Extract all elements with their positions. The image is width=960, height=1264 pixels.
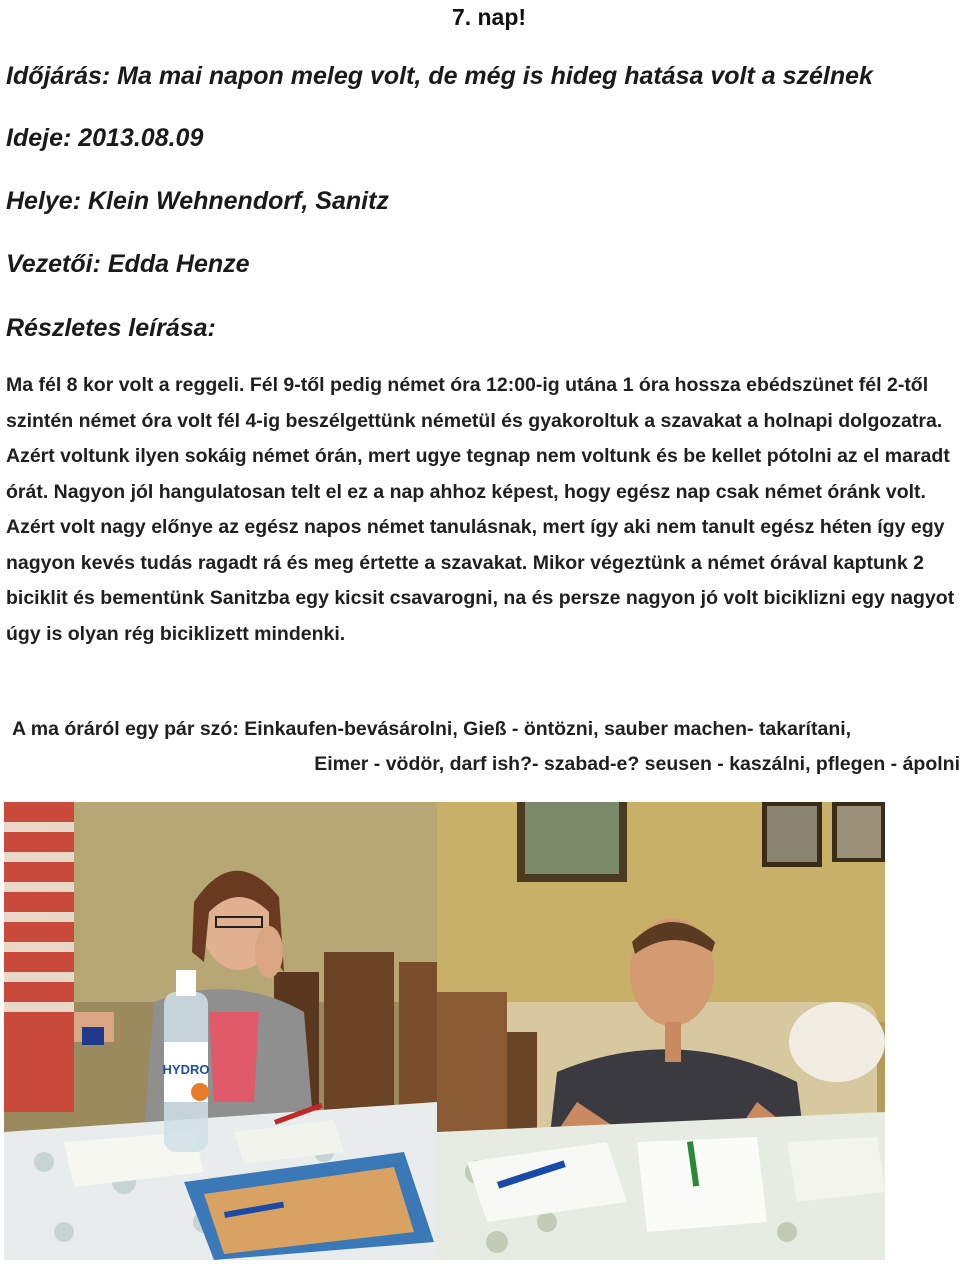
leaders-line: Vezetői: Edda Henze	[6, 250, 250, 278]
photo-boy-studying	[437, 802, 885, 1260]
details-heading: Részletes leírása:	[6, 314, 216, 342]
weather-line: Időjárás: Ma mai napon meleg volt, de még is hideg hatása volt a szélnek	[6, 62, 873, 90]
photo-boy-illustration	[437, 802, 885, 1260]
description-paragraph: Ma fél 8 kor volt a reggeli. Fél 9-től pedig német óra 12:00-ig utána 1 óra hossza ebédszünet fél 2-től szintén német óra volt fél 4-ig beszélgettünk németül és gyakoroltuk a szavakat a holnapi dolgozatra. Azért voltunk ilyen sokáig német órán, mert ugye tegnap nem voltunk és be kellet pótolni az el maradt órát. Nagyon jól hangulatosan telt el ez a nap ahhoz képest, hogy egész nap csak német óránk volt. Azért volt nagy előnye az egész napos német tanulásnak, mert így aki nem tanult egész héten így egy nagyon kevés tudás ragadt rá és meg értette a szavakat. Mikor végeztünk a német órával kaptunk 2 biciklit és bementünk Sanitzba egy kicsit csavarogni, na és persze nagyon jó volt biciklizni egy nagyot úgy is olyan rég biciklizett mindenki.	[6, 374, 955, 645]
photo-girl-studying	[4, 802, 437, 1260]
place-line: Helye: Klein Wehnendorf, Sanitz	[6, 187, 389, 215]
page-title: 7. nap!	[451, 4, 527, 30]
photo-girl-illustration	[4, 802, 437, 1260]
vocabulary-block	[6, 712, 960, 782]
vocabulary-line-1: A ma óráról egy pár szó: Einkaufen-bevásárolni, Gieß - öntözni, sauber machen- takarítani,	[12, 718, 852, 740]
vocabulary-line-2: Eimer - vödör, darf ish?- szabad-e? seusen - kaszálni, pflegen - ápolni	[314, 753, 960, 775]
date-line: Ideje: 2013.08.09	[6, 124, 204, 152]
bottle-label: HYDRO	[162, 1062, 210, 1077]
